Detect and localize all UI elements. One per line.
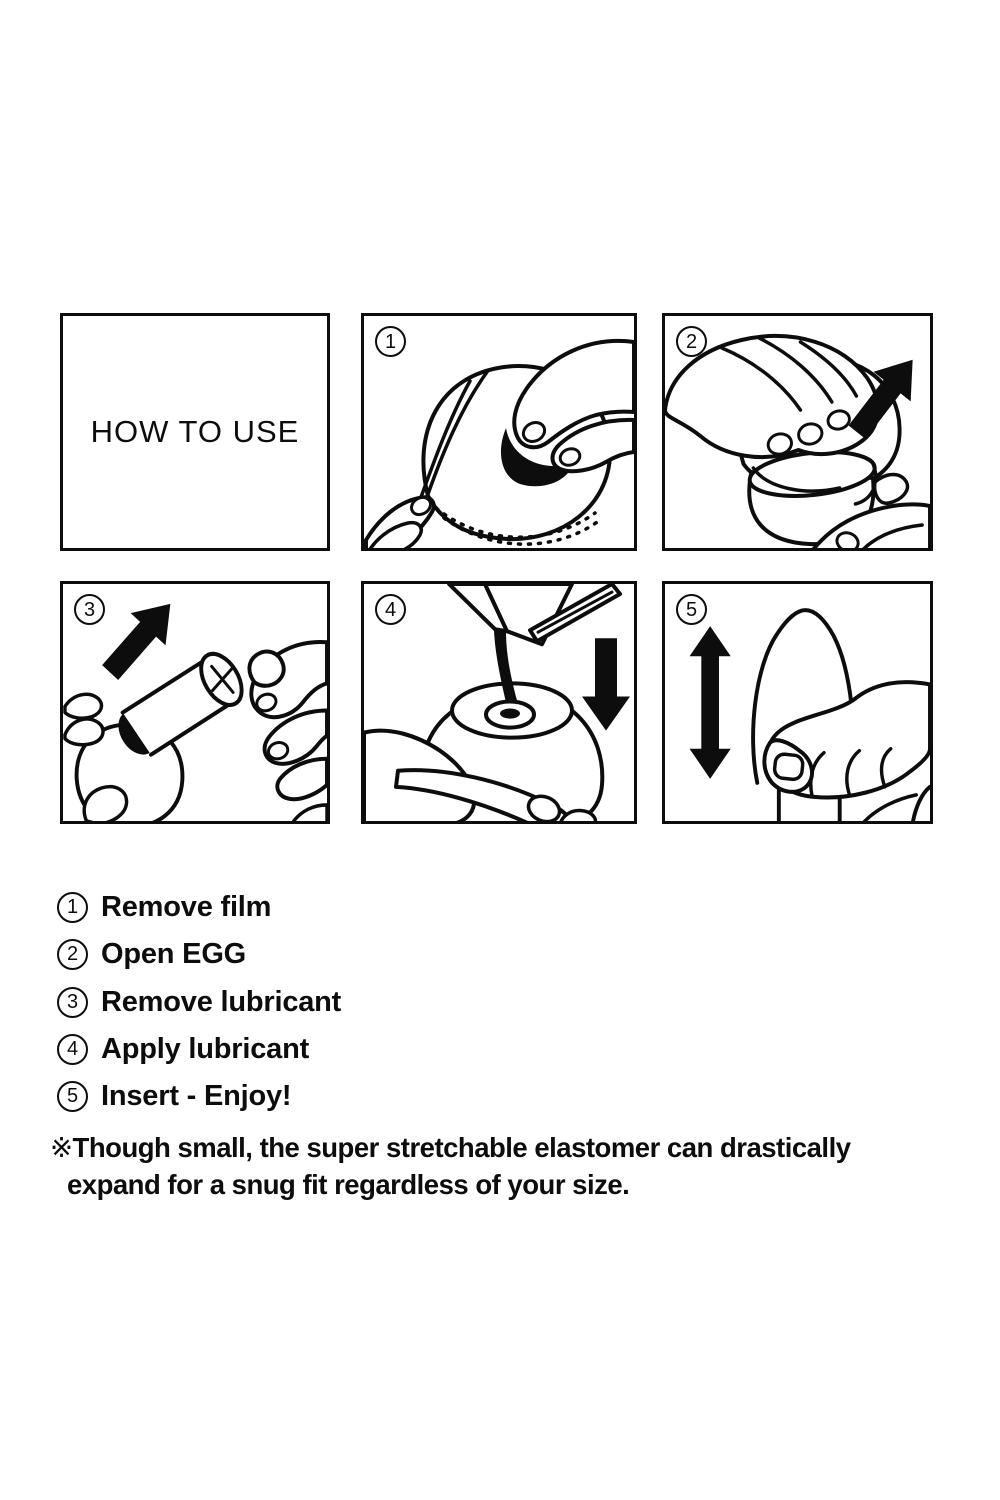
step-panel-3-remove-lubricant xyxy=(60,581,330,824)
footnote-line-1-text: Though small, the super stretchable elastomer can drastically xyxy=(72,1132,851,1163)
step-2-number-badge: 2 xyxy=(676,326,707,357)
right-hand-thumb xyxy=(249,652,283,686)
instruction-2-text: Open EGG xyxy=(101,937,247,970)
remove-film-illustration xyxy=(364,316,634,548)
instruction-item-5 xyxy=(57,1079,291,1113)
left-hand-finger xyxy=(65,694,102,718)
reference-mark: ※ xyxy=(50,1132,73,1163)
up-down-arrow xyxy=(690,626,731,779)
down-arrow xyxy=(582,638,630,730)
instruction-5-number-badge: 5 xyxy=(57,1081,88,1112)
step-4-number-badge: 4 xyxy=(375,594,406,625)
instruction-4-number-badge: 4 xyxy=(57,1034,88,1065)
step-panel-2-open-egg xyxy=(662,313,933,551)
instruction-2-number-badge: 2 xyxy=(57,939,88,970)
left-hand-finger xyxy=(65,719,103,745)
instruction-3-text: Remove lubricant xyxy=(101,985,342,1018)
instruction-5-text: Insert - Enjoy! xyxy=(101,1079,292,1112)
remove-lubricant-illustration xyxy=(63,584,327,821)
wrist-line xyxy=(861,795,916,821)
lower-thumb xyxy=(875,475,908,504)
step-panel-1-remove-film xyxy=(361,313,637,551)
step-panel-5-insert-enjoy xyxy=(662,581,933,824)
instruction-4-text: Apply lubricant xyxy=(101,1032,310,1065)
step-panel-4-apply-lubricant xyxy=(361,581,637,824)
instruction-1-text: Remove film xyxy=(101,890,272,923)
instruction-item-2 xyxy=(57,937,246,971)
step-5-number-badge: 5 xyxy=(676,594,707,625)
thumbnail xyxy=(774,753,804,780)
lubricant-pool xyxy=(500,709,520,719)
step-3-number-badge: 3 xyxy=(74,594,105,625)
instruction-item-1 xyxy=(57,890,271,924)
footnote-line-2: expand for a snug fit regardless of your size. xyxy=(67,1169,630,1200)
open-egg-illustration xyxy=(665,316,930,548)
apply-lubricant-illustration xyxy=(364,584,634,821)
instruction-3-number-badge: 3 xyxy=(57,987,88,1018)
step-1-number-badge: 1 xyxy=(375,326,406,357)
instruction-1-number-badge: 1 xyxy=(57,892,88,923)
insert-enjoy-illustration xyxy=(665,584,930,821)
footnote-line-1 xyxy=(50,1129,851,1166)
wrist-line xyxy=(912,787,930,821)
instruction-item-3 xyxy=(57,985,341,1019)
page-title: HOW TO USE xyxy=(90,414,300,449)
footnote xyxy=(50,1129,851,1203)
how-to-use-title-panel xyxy=(60,313,330,551)
up-right-arrow xyxy=(93,588,188,689)
instruction-item-4 xyxy=(57,1032,309,1066)
right-hand-wrist xyxy=(294,805,327,821)
